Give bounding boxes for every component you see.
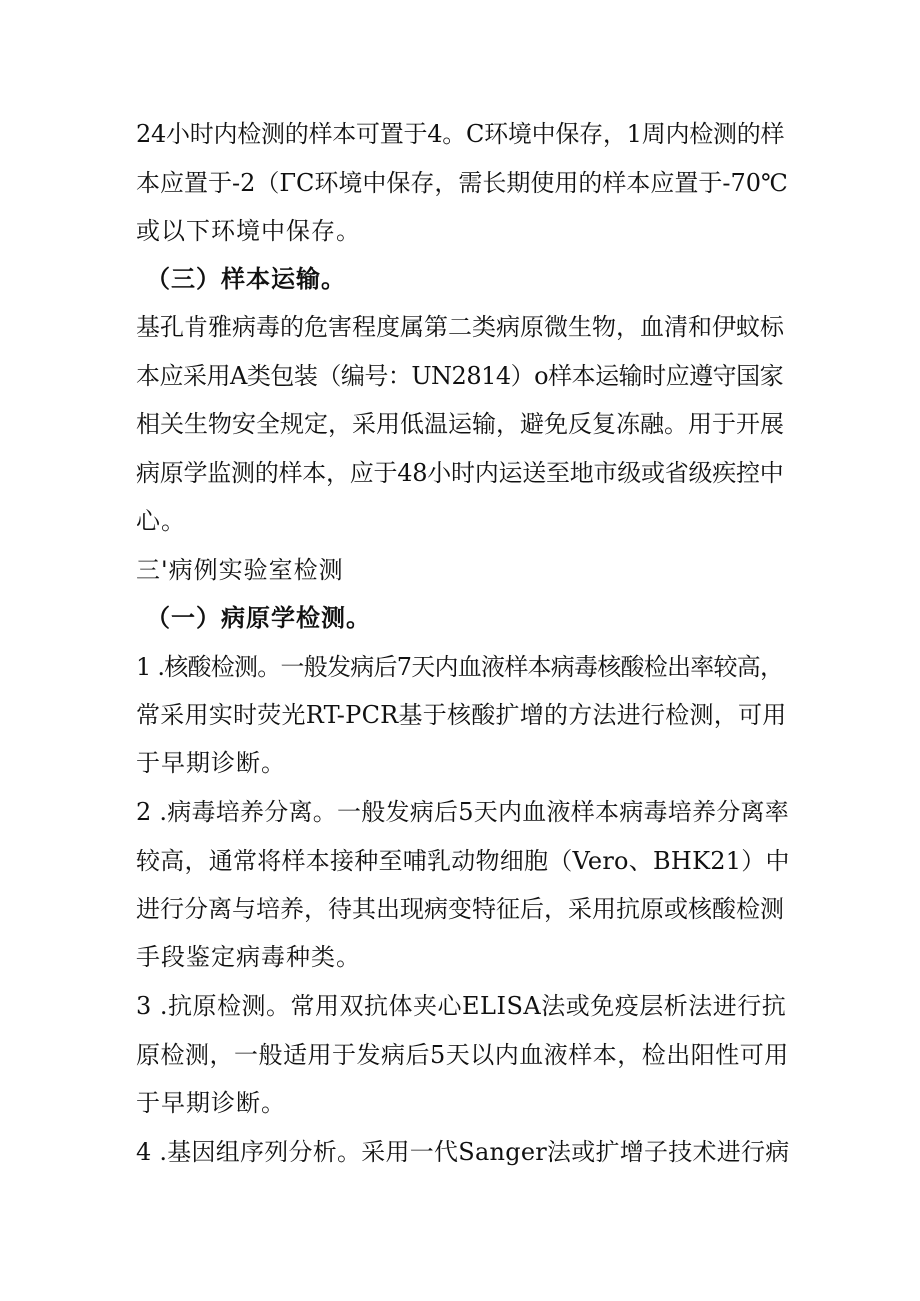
list-item-line: 手段鉴定病毒种类。 [136, 943, 361, 971]
list-item-line: 3 .抗原检测。常用双抗体夹心ELISA法或免疫层析法进行抗 [136, 992, 787, 1020]
list-item-line: 于早期诊断。 [136, 1089, 286, 1117]
list-item-line: 于早期诊断。 [136, 749, 286, 777]
section-heading-lab-testing: 三'病例实验室检测 [136, 556, 344, 584]
subheading-sample-transport: （三）样本运输。 [146, 265, 346, 293]
paragraph-line: 或以下环境中保存。 [136, 217, 361, 245]
paragraph-line: 本应采用A类包装（编号：UN2814）o样本运输时应遵守国家 [136, 362, 784, 390]
list-item-line: 原检测，一般适用于发病后5天以内血液样本，检出阳性可用 [136, 1041, 789, 1069]
list-item-line: 较高，通常将样本接种至哺乳动物细胞（Vero、BHK21）中 [136, 847, 790, 875]
paragraph-line: 基孔肯雅病毒的危害程度属第二类病原微生物，血清和伊蚊标 [136, 313, 784, 341]
paragraph-line: 24小时内检测的样本可置于4。C环境中保存，1周内检测的样 [136, 120, 785, 148]
list-item-line: 2 .病毒培养分离。一般发病后5天内血液样本病毒培养分离率 [136, 798, 790, 826]
paragraph-line: 心。 [136, 507, 186, 535]
paragraph-line: 病原学监测的样本，应于48小时内运送至地市级或省级疾控中 [136, 459, 784, 487]
list-item-line: 常采用实时荧光RT-PCR基于核酸扩增的方法进行检测，可用 [136, 701, 787, 729]
paragraph-line: 本应置于-2（ΓC环境中保存，需长期使用的样本应置于-70℃ [136, 169, 788, 197]
paragraph-line: 相关生物安全规定，采用低温运输，避免反复冻融。用于开展 [136, 410, 784, 438]
subheading-pathogen-testing: （一）病原学检测。 [146, 604, 371, 632]
list-item-line: 4 .基因组序列分析。采用一代Sanger法或扩增子技术进行病 [136, 1138, 790, 1166]
list-item-line: 1 .核酸检测。一般发病后7天内血液样本病毒核酸检出率较高， [136, 653, 784, 681]
list-item-line: 进行分离与培养，待其出现病变特征后，采用抗原或核酸检测 [136, 895, 784, 923]
